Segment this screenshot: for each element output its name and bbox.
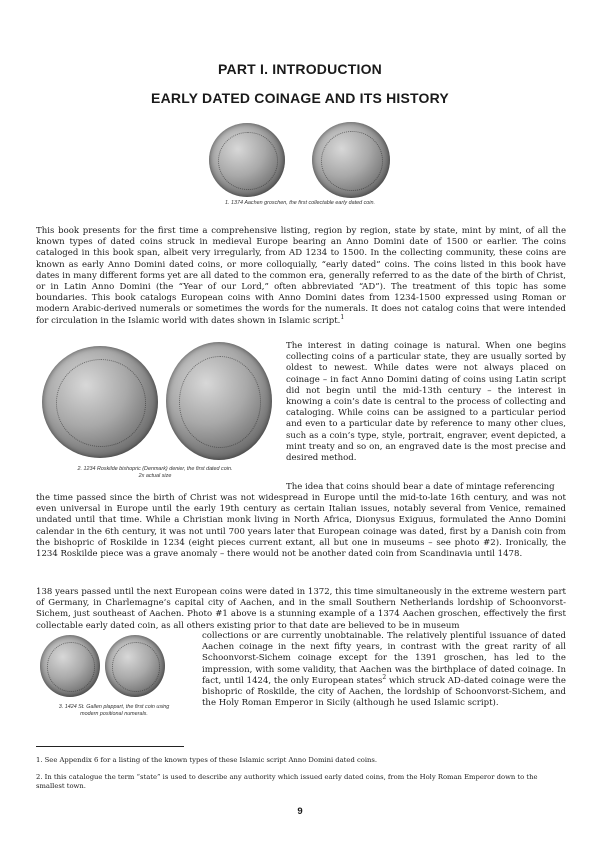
figure-2-caption-line2: 2x actual size <box>138 473 172 480</box>
roskilde-denier-reverse-image <box>166 342 272 460</box>
aachen-groschen-obverse-image <box>209 123 285 197</box>
part-title: PART I. INTRODUCTION <box>218 61 382 77</box>
paragraph-3-intro: The idea that coins should bear a date of mintage referencing <box>286 482 555 492</box>
figure-2-caption-line1: 2. 1234 Roskilde bishopric (Denmark) denier, the first dated coin. <box>77 466 233 472</box>
paragraph-4: 138 years passed until the next European coins were dated in 1372, this time simultaneously in the extreme western part of Germany, in Charlemagne’s capital city of Aachen, and in the small Southern Netherlands lordship of Schoonvorst-Sichem, just southeast of Aachen. Photo #1 above is a stunning example of a 1374 Aachen groschen, effectively the first collectable early dated coin, as all others existing prior to that date are believed to be in museum <box>36 587 566 631</box>
paragraph-3: the time passed since the birth of Christ was not widespread in Europe until the mid-to-late 16th century, and was not even universal in Europe until the early 19th century as certain Italian issues, notably several from Venice, remained undated until that time. While a Christian monk living in North Africa, Dionysus Exiguus, formulated the Anno Domini calendar in the 6th century, it was not until 700 years later that European coinage was dated, first by a Danish coin from the bishopric of Roskilde in 1234 (eight pieces current extant, all but one in museums – see photo #2). Ironically, the 1234 Roskilde piece was a grave anomaly – there would not be another dated coin from Scandinavia until 1478. <box>36 493 566 560</box>
figure-2-caption <box>38 466 272 481</box>
figure-3-caption <box>34 704 194 719</box>
st-gallen-plappart-reverse-image <box>105 635 165 697</box>
footnote-ref-2: 2 <box>382 673 387 681</box>
section-title: EARLY DATED COINAGE AND ITS HISTORY <box>151 90 449 106</box>
footnote-ref-1: 1 <box>340 313 345 321</box>
figure-3-caption-line1: 3. 1424 St. Gallen plappart, the first coin using <box>58 704 170 710</box>
footnote-1: 1. See Appendix 6 for a listing of the known types of these Islamic script Anno Domini dated coins. <box>36 756 378 764</box>
figure-3-caption-line2: modern positional numerals. <box>80 711 148 718</box>
footnote-divider <box>36 746 184 747</box>
paragraph-4-continued: collections or are currently unobtainable. The relatively plentiful issuance of dated Aachen coinage in the next fifty years, in contrast with the great rarity of all Schoonvorst-Sichem coinage except for the 1391 groschen, has led to the impression, with some validity, that Aachen was the birthplace of dated coinage. In fact, until 1424, the only European states$^2$ which struck AD-dated coinage were the bishopric of Roskilde, the city of Aachen, the lordship of Schoonvorst-Sichem, and the Holy Roman Emperor in Sicily (although he used Islamic script). <box>202 631 566 709</box>
paragraph-1: This book presents for the first time a comprehensive listing, region by region, state by state, mint by mint, of all the known types of dated coins struck in medieval Europe bearing an Anno Domini date of 1500 or earlier. The coins cataloged in this book span, albeit very irregularly, from AD 1234 to 1500. In the collecting community, these coins are known as early Anno Domini dated coins, or more colloquially, “early dated” coins. The coins listed in this book have dates in many different forms yet are all dated to the common era, generally referred to as the date of the birth of Christ, or in Latin Anno Domini (the “Year of our Lord,” often abbreviated “AD”). The treatment of this topic has some boundaries. This book catalogs European coins with Anno Domini dates from 1234-1500 expressed using Roman or modern Arabic-derived numerals or sometimes the words for the numerals. It does not catalog coins that were intended for circulation in the Islamic world with dates shown in Islamic script.$^1$ <box>36 226 566 326</box>
paragraph-2: The interest in dating coinage is natural. When one begins collecting coins of a particular state, they are usually sorted by oldest to newest. While dates were not always placed on coinage – in fact Anno Domini dating of coins using Latin script did not begin until the mid-13th century – the interest in knowing a coin’s date is central to the process of collecting and cataloging. While coins can be assigned to a particular period and even to a particular date by reference to many other clues, such as a coin’s type, style, portrait, engraver, event depicted, a mint treaty and so on, an engraved date is the most precise and desired method. <box>286 341 566 464</box>
figure-1-caption: 1. 1374 Aachen groschen, the first collectable early dated coin. <box>225 200 375 206</box>
st-gallen-plappart-obverse-image <box>40 635 100 697</box>
footnote-2: 2. In this catalogue the term “state” is used to describe any authority which issued early dated coins, from the Holy Roman Emperor down to the smallest town. <box>36 773 538 790</box>
page-number: 9 <box>297 806 303 817</box>
aachen-groschen-reverse-image <box>312 122 390 198</box>
roskilde-denier-obverse-image <box>42 346 158 458</box>
